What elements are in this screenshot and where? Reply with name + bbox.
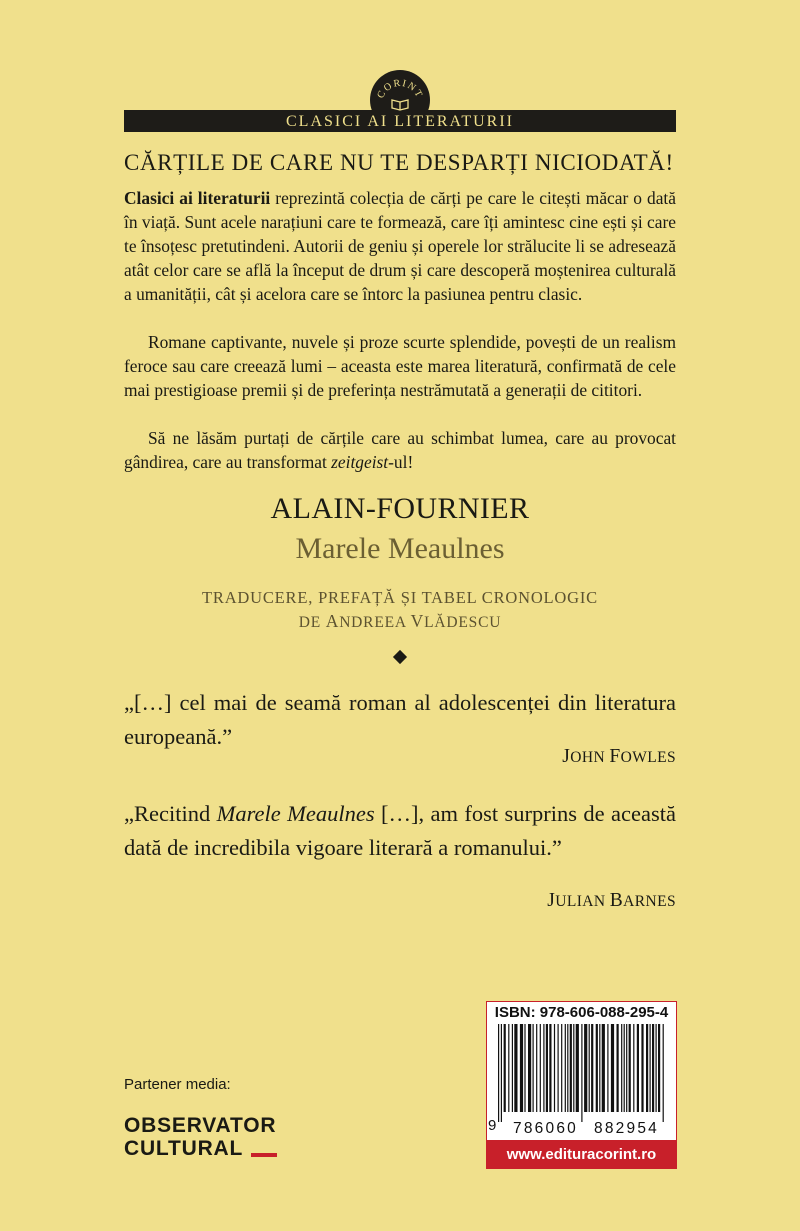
- barcode-bar: [554, 1024, 555, 1112]
- corint-logo-text: CORINT: [375, 77, 425, 101]
- book-author: ALAIN-FOURNIER: [270, 492, 530, 525]
- barcode-bar: [543, 1024, 544, 1112]
- barcode-bar: [536, 1024, 537, 1112]
- diamond-ornament: [393, 650, 407, 664]
- barcode-bar: [589, 1024, 590, 1112]
- barcode-bar: [520, 1024, 523, 1112]
- observator-cultural-logo-line-2: CULTURAL: [124, 1137, 244, 1160]
- quote-2-author: JULIAN BARNES: [547, 890, 676, 911]
- barcode-bar: [611, 1024, 614, 1112]
- publisher-website: www.edituracorint.ro: [506, 1146, 657, 1163]
- isbn-label: ISBN: 978-606-088-295-4: [494, 1004, 669, 1021]
- barcode-bar: [508, 1024, 509, 1112]
- barcode-bar: [591, 1024, 593, 1112]
- barcode-digits-left: 786060: [513, 1120, 578, 1137]
- barcode-bar: [540, 1024, 541, 1112]
- barcode-bar: [599, 1024, 600, 1112]
- barcode-lead-digit: 9: [488, 1117, 497, 1134]
- barcode-bar: [514, 1024, 517, 1112]
- barcode-bar: [641, 1024, 643, 1112]
- tagline: CĂRȚILE DE CARE NU TE DESPARȚI NICIODATĂ!: [124, 150, 674, 175]
- quote-2-book-title: Marele Meaulnes: [216, 801, 375, 826]
- barcode-bar: [549, 1024, 551, 1112]
- barcode-bar: [658, 1024, 660, 1112]
- barcode-bar: [626, 1024, 627, 1112]
- barcode-bar: [565, 1024, 566, 1112]
- barcode-bar: [533, 1024, 534, 1112]
- barcode-bar: [617, 1024, 619, 1112]
- barcode-bar: [570, 1024, 572, 1112]
- media-partner-label: Partener media:: [124, 1076, 231, 1093]
- translation-credit-line-2: DE ANDREEA VLĂDESCU: [298, 611, 502, 631]
- barcode-bar: [656, 1024, 657, 1112]
- barcode-bar: [637, 1024, 639, 1112]
- barcode-bar: [498, 1024, 499, 1122]
- barcode-bar: [573, 1024, 574, 1112]
- barcode-bar: [558, 1024, 559, 1112]
- quote-1: „[…] cel mai de seamă roman al adolescenței din literatura europeană.”: [124, 690, 676, 749]
- barcode-bar: [663, 1024, 664, 1122]
- barcode-bar: [524, 1024, 525, 1112]
- observator-cultural-dash: [251, 1153, 277, 1157]
- barcode-bar: [650, 1024, 651, 1112]
- barcode-bar: [504, 1024, 506, 1112]
- barcode-bar: [512, 1024, 513, 1112]
- barcode-bar: [581, 1024, 582, 1122]
- barcode-bar: [528, 1024, 531, 1112]
- quote-1-author: JOHN FOWLES: [562, 746, 676, 767]
- barcode-digits-right: 882954: [594, 1120, 659, 1137]
- description-paragraph-2: Romane captivante, nuvele și proze scurte splendide, povești de un realism feroce sau care creează lumi – aceasta este marea literatură, confirmată de cele mai prestigioase premii și de preferința nestrămutată a generații de cititori.: [124, 332, 676, 400]
- barcode-bar: [646, 1024, 648, 1112]
- barcode-bar: [576, 1024, 579, 1112]
- quote-2: „Recitind Marele Meaulnes […], am fost surprins de această dată de incredibila vigoare literară a romanului.”: [124, 801, 676, 860]
- barcode-bar: [567, 1024, 568, 1112]
- description-paragraph-3: Să ne lăsăm purtați de cărțile care au schimbat lumea, care au provocat gândirea, care au transformat zeitgeist-ul!: [124, 428, 676, 472]
- description-paragraph-1: [124, 186, 676, 306]
- barcode-bar: [624, 1024, 625, 1112]
- series-name: CLASICI AI LITERATURII: [286, 113, 514, 130]
- barcode-bar: [607, 1024, 608, 1112]
- description-p1-text: reprezintă colecția de cărți pe care le citești măcar o dată în viață. Sunt acele narațiuni care te formează, care îți amintesc cine ești și care te însoțesc pretutindeni. Autorii de geniu și operele lor strălucite li se adresează atât celor care se află la început de drum și care descoperă moștenirea culturală a umanității, cât și acelora care se întorc la pasiunea pentru clasic.: [124, 188, 676, 304]
- observator-cultural-logo-line-1: OBSERVATOR: [124, 1114, 277, 1137]
- barcode-bar: [621, 1024, 622, 1112]
- translation-credit-line-1: TRADUCERE, PREFAȚĂ ȘI TABEL CRONOLOGIC: [202, 588, 598, 607]
- barcode-bar: [629, 1024, 631, 1112]
- barcode-bar: [596, 1024, 598, 1112]
- barcode-bar: [602, 1024, 605, 1112]
- barcode-bar: [546, 1024, 548, 1112]
- barcode-bar: [584, 1024, 587, 1112]
- barcode-bar: [561, 1024, 562, 1112]
- series-name-bold: Clasici ai literaturii: [124, 188, 271, 208]
- zeitgeist-italic: zeitgeist: [331, 452, 389, 472]
- barcode-bars: [498, 1024, 666, 1122]
- barcode-bar: [501, 1024, 502, 1122]
- book-title: Marele Meaulnes: [295, 532, 505, 565]
- barcode-bar: [633, 1024, 634, 1112]
- barcode-bar: [652, 1024, 654, 1112]
